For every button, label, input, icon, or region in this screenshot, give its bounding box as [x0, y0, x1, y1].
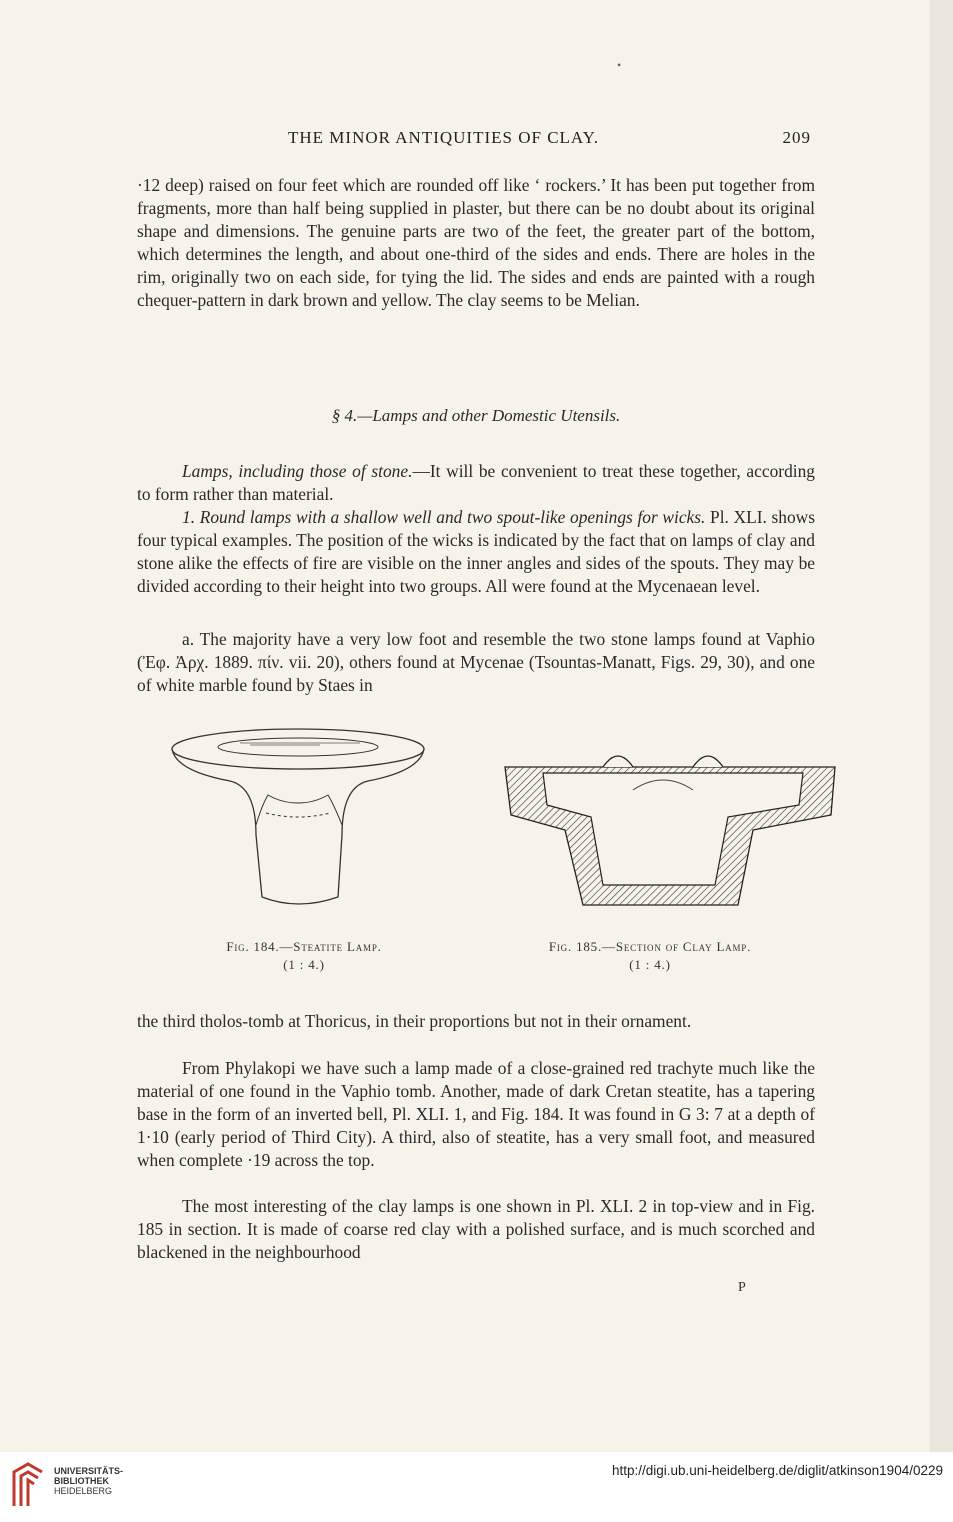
clay-lamps-paragraph: The most interesting of the clay lamps is one shown in Pl. XLI. 2 in top-view and in Fig. 185 in section. It is made of coarse red clay with a polished surface, and is much scorched and blackened in the neighbourhood — [137, 1196, 815, 1262]
library-line-3: HEIDELBERG — [54, 1486, 113, 1496]
spout-profile — [603, 756, 723, 767]
footer-bar — [0, 1452, 953, 1522]
fig-184-title: Fig. 184.—Steatite Lamp. — [226, 939, 382, 954]
signature-mark: P — [738, 1280, 746, 1295]
fig-185-caption — [500, 938, 800, 974]
lamps-intro-rest: —It will be convenient to treat these together, according to form rather than material. — [137, 461, 815, 504]
lamp-body-outline — [172, 749, 424, 904]
section-heading-text: § 4.—Lamps and other Domestic Utensils. — [331, 406, 621, 425]
section-heading — [137, 406, 815, 426]
round-lamps-paragraph — [137, 506, 815, 598]
round-lamps-rest: Pl. XLI. shows four typical examples. The position of the wicks is indicated by the fact that on lamps of clay and stone alike the effects of fire are visible on the inner angles and sides of the spouts. They may be divided according to their height into two groups. All were found at the Mycenaean level. — [137, 507, 815, 596]
page-number: 209 — [782, 128, 811, 147]
lamps-intro-paragraph — [137, 460, 815, 506]
fig-184-scale: (1 : 4.) — [283, 957, 325, 972]
source-url-link[interactable]: http://digi.ub.uni-heidelberg.de/diglit/atkinson1904/0229 — [612, 1463, 943, 1478]
opening-paragraph: ·12 deep) raised on four feet which are rounded off like ‘ rockers.’ It has been put together from fragments, more than half being supplied in plaster, but there can be no doubt about its original shape and dimensions. The genuine parts are two of the feet, the greater part of the bottom, which determines the length, and about one-third of the sides and ends. There are holes in the rim, originally two on each side, for tying the lid. The sides and ends are painted with a rough chequer-pattern in dark brown and yellow. The clay seems to be Melian. — [137, 175, 815, 310]
stray-mark: • — [617, 58, 622, 72]
library-name — [54, 1466, 123, 1496]
page-edge — [930, 0, 953, 1452]
continuation-paragraph: the third tholos-tomb at Thoricus, in their proportions but not in their ornament. — [137, 1011, 692, 1031]
fig-185-scale: (1 : 4.) — [629, 957, 671, 972]
library-logo-icon — [8, 1462, 48, 1510]
clay-lamp-section-figure — [503, 745, 838, 915]
lamp-well — [218, 738, 378, 756]
hidden-line — [266, 813, 330, 817]
fig-185-title: Fig. 185.—Section of Clay Lamp. — [548, 939, 752, 954]
steatite-lamp-figure — [170, 725, 430, 915]
spout-notch — [256, 795, 342, 825]
running-head — [288, 128, 811, 148]
phylakopi-paragraph: From Phylakopi we have such a lamp made of a close-grained red trachyte much like the material of one found in the Vaphio tomb. Another, made of dark Cretan steatite, has a tapering base in the form of an inverted bell, Pl. XLI. 1, and Fig. 184. It was found in G 3: 7 at a depth of 1·10 (early period of Third City). A third, also of steatite, has a very small foot, and measured when complete ·19 across the top. — [137, 1058, 815, 1170]
library-line-2: BIBLIOTHEK — [54, 1476, 109, 1486]
lamp-rim — [172, 729, 424, 769]
group-a-paragraph: a. The majority have a very low foot and resemble the two stone lamps found at Vaphio (Ἐφ. Ἀρχ. 1889. πίν. vii. 20), others found at Mycenae (Tsountas-Manatt, Figs. 29, 30), and one of white marble found by Staes in — [137, 629, 815, 695]
library-line-1: UNIVERSITÄTS- — [54, 1466, 124, 1476]
lamps-intro-lead: Lamps, including those of stone. — [182, 461, 413, 481]
fig-184-caption — [188, 938, 420, 974]
running-title: THE MINOR ANTIQUITIES OF CLAY. — [288, 128, 599, 147]
round-lamps-lead: 1. Round lamps with a shallow well and two spout-like openings for wicks. — [182, 507, 706, 527]
